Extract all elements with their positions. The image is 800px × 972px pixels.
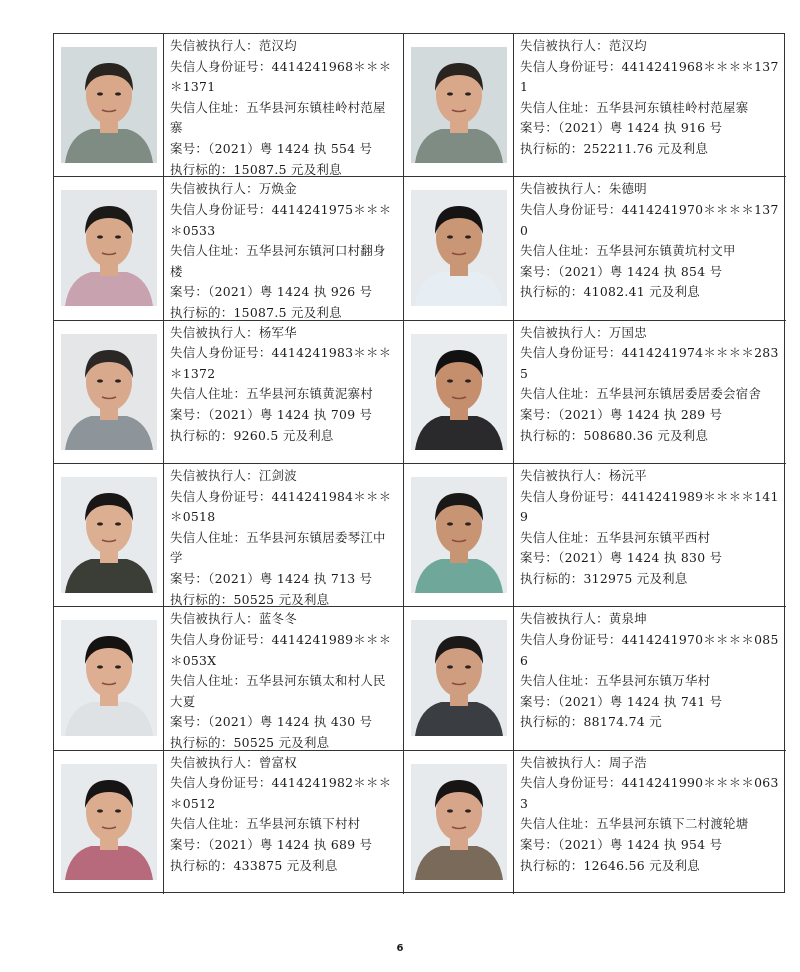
debtor-name [520, 466, 780, 487]
address-label: 失信人住址： [170, 243, 247, 259]
person-photo [411, 477, 507, 593]
address-label: 失信人住址： [170, 529, 247, 545]
address [170, 241, 397, 282]
case-number-label: 案号： [520, 407, 559, 423]
portrait-silhouette [411, 620, 507, 736]
record-cell [404, 177, 786, 320]
id-number-value: 4414241990＊＊＊＊0633 [520, 775, 779, 811]
execution-amount-label: 执行标的： [170, 734, 234, 750]
execution-amount [520, 426, 780, 447]
debtor-name [520, 323, 780, 344]
person-photo [411, 620, 507, 736]
record-cell [54, 751, 404, 894]
record-info [164, 34, 403, 176]
record-cell [404, 34, 786, 177]
id-number [170, 630, 397, 671]
id-number-value: 4414241975＊＊＊＊0533 [170, 201, 392, 238]
debtor-name-value: 万焕金 [258, 181, 297, 197]
debtor-name-label: 失信被执行人： [520, 324, 609, 340]
photo-frame [404, 464, 514, 606]
debtor-name-label: 失信被执行人： [520, 181, 609, 197]
case-number-label: 案号： [520, 550, 559, 566]
execution-amount [520, 712, 780, 733]
address-value: 五华县河东镇桂岭村范屋寨 [170, 99, 386, 136]
execution-amount [170, 733, 397, 750]
execution-amount-label: 执行标的： [520, 570, 584, 586]
record-info [514, 464, 786, 606]
record-info [164, 751, 403, 894]
person-photo [61, 764, 157, 880]
id-number-value: 4414241989＊＊＊＊1419 [520, 488, 779, 525]
case-number-value: （2021）粤 1424 执 854 号 [558, 263, 723, 279]
id-number-label: 失信人身份证号： [170, 345, 272, 361]
photo-frame [404, 34, 514, 176]
photo-frame [54, 321, 164, 463]
id-number [520, 57, 780, 98]
record-info [164, 464, 403, 606]
photo-frame [404, 321, 514, 463]
execution-amount [520, 856, 780, 877]
record-cell [404, 464, 786, 607]
id-number [520, 630, 780, 671]
id-number-value: 4414241974＊＊＊＊2835 [520, 345, 779, 381]
address-value: 五华县河东镇桂岭村范屋寨 [596, 99, 749, 115]
address-label: 失信人住址： [520, 816, 597, 832]
case-number-value: （2021）粤 1424 执 713 号 [208, 570, 373, 586]
case-number [170, 712, 397, 733]
case-number-label: 案号： [170, 714, 209, 730]
execution-amount-label: 执行标的： [520, 857, 584, 873]
id-number-label: 失信人身份证号： [520, 631, 622, 647]
debtor-name-value: 江剑波 [258, 467, 297, 483]
debtor-name-label: 失信被执行人： [520, 467, 609, 483]
debtor-name [520, 753, 780, 774]
record-info [164, 321, 403, 463]
address-value: 五华县河东镇下二村渡轮塘 [596, 816, 749, 832]
debtor-name-value: 杨军华 [258, 324, 297, 340]
id-number [520, 343, 780, 384]
record-info [514, 34, 786, 176]
portrait-silhouette [411, 477, 507, 593]
debtor-name [170, 179, 397, 200]
execution-amount-value: 15087.5 元及利息 [233, 161, 342, 177]
address-value: 五华县河东镇万华村 [596, 673, 711, 689]
debtor-name-value: 范汉均 [608, 38, 647, 53]
debtor-name-value: 万国忠 [608, 324, 647, 340]
debtor-name-value: 朱德明 [608, 181, 647, 197]
case-number-label: 案号： [170, 284, 209, 300]
id-number-label: 失信人身份证号： [520, 58, 622, 74]
record-cell [404, 607, 786, 750]
id-number-value: 4414241989＊＊＊＊053X [170, 631, 392, 668]
id-number [520, 773, 780, 814]
case-number [170, 139, 397, 160]
case-number [170, 835, 397, 856]
id-number-value: 4414241970＊＊＊＊1370 [520, 201, 779, 238]
record-info [164, 177, 403, 319]
portrait-silhouette [61, 334, 157, 450]
case-number [520, 405, 780, 426]
id-number-label: 失信人身份证号： [520, 201, 622, 217]
execution-amount-value: 508680.36 元及利息 [583, 427, 709, 443]
id-number-label: 失信人身份证号： [170, 58, 272, 74]
portrait-silhouette [411, 47, 507, 163]
debtor-name [520, 36, 780, 57]
execution-amount-label: 执行标的： [170, 304, 234, 320]
case-number [170, 282, 397, 303]
execution-amount-value: 9260.5 元及利息 [233, 427, 334, 443]
id-number-value: 4414241983＊＊＊＊1372 [170, 345, 392, 381]
debtor-name-label: 失信被执行人： [170, 467, 259, 483]
address-label: 失信人住址： [520, 386, 597, 402]
debtor-name-value: 周子浩 [608, 754, 647, 770]
photo-frame [54, 177, 164, 319]
id-number-value: 4414241968＊＊＊＊1371 [170, 58, 392, 95]
debtor-name [170, 466, 397, 487]
address [170, 814, 397, 835]
execution-amount [170, 856, 397, 877]
id-number [170, 343, 397, 384]
debtor-name-value: 杨沅平 [608, 467, 647, 483]
execution-amount [170, 160, 397, 177]
case-number-value: （2021）粤 1424 执 430 号 [208, 714, 373, 730]
execution-amount-label: 执行标的： [520, 284, 584, 300]
case-number-value: （2021）粤 1424 执 741 号 [558, 693, 723, 709]
execution-amount-value: 88174.74 元 [583, 714, 662, 730]
case-number [520, 548, 780, 569]
id-number [520, 487, 780, 528]
case-number-value: （2021）粤 1424 执 289 号 [558, 407, 723, 423]
debtor-name [520, 609, 780, 630]
address-label: 失信人住址： [170, 99, 247, 115]
photo-frame [404, 751, 514, 894]
case-number-label: 案号： [520, 263, 559, 279]
address [520, 98, 780, 119]
case-number-value: （2021）粤 1424 执 689 号 [208, 837, 373, 853]
debtor-name-label: 失信被执行人： [170, 38, 259, 53]
debtor-name [170, 36, 397, 57]
portrait-silhouette [411, 334, 507, 450]
execution-amount [170, 590, 397, 607]
address [520, 241, 780, 262]
execution-amount-value: 433875 元及利息 [233, 857, 338, 873]
case-number-label: 案号： [520, 837, 559, 853]
case-number-label: 案号： [170, 837, 209, 853]
id-number-label: 失信人身份证号： [170, 201, 272, 217]
record-cell [54, 34, 404, 177]
record-cell [54, 321, 404, 464]
execution-amount-label: 执行标的： [520, 714, 584, 730]
case-number-value: （2021）粤 1424 执 554 号 [208, 140, 373, 156]
id-number-value: 4414241970＊＊＊＊0856 [520, 631, 779, 668]
record-cell [404, 321, 786, 464]
id-number-label: 失信人身份证号： [170, 488, 272, 504]
address-value: 五华县河东镇居委琴江中学 [170, 529, 386, 566]
person-photo [61, 47, 157, 163]
id-number [520, 200, 780, 241]
execution-amount [170, 426, 397, 447]
case-number-value: （2021）粤 1424 执 709 号 [208, 407, 373, 423]
address-label: 失信人住址： [520, 99, 597, 115]
case-number [520, 262, 780, 283]
record-info [164, 607, 403, 749]
address-value: 五华县河东镇河口村翻身楼 [170, 243, 386, 279]
debtor-name [170, 323, 397, 344]
address-value: 五华县河东镇平西村 [596, 529, 711, 545]
execution-amount-value: 15087.5 元及利息 [233, 304, 342, 320]
case-number-value: （2021）粤 1424 执 830 号 [558, 550, 723, 566]
id-number-label: 失信人身份证号： [520, 345, 622, 361]
debtor-name-label: 失信被执行人： [520, 38, 609, 53]
execution-amount-value: 12646.56 元及利息 [583, 857, 700, 873]
id-number-label: 失信人身份证号： [520, 775, 622, 791]
portrait-silhouette [411, 190, 507, 306]
photo-frame [54, 464, 164, 606]
debtor-name-value: 曾富权 [258, 754, 297, 770]
address-label: 失信人住址： [520, 529, 597, 545]
case-number-value: （2021）粤 1424 执 926 号 [208, 284, 373, 300]
record-cell [54, 607, 404, 750]
photo-frame [54, 607, 164, 749]
debtor-name-label: 失信被执行人： [520, 754, 609, 770]
person-photo [411, 190, 507, 306]
id-number [170, 487, 397, 528]
id-number-value: 4414241984＊＊＊＊0518 [170, 488, 392, 525]
case-number-label: 案号： [520, 693, 559, 709]
address-value: 五华县河东镇下村村 [246, 816, 361, 832]
address [170, 671, 397, 712]
id-number-label: 失信人身份证号： [170, 775, 272, 791]
record-info [514, 177, 786, 319]
execution-amount-value: 50525 元及利息 [233, 591, 330, 607]
debtor-name-value: 范汉均 [258, 38, 297, 53]
execution-amount-label: 执行标的： [170, 427, 234, 443]
execution-amount-value: 41082.41 元及利息 [583, 284, 700, 300]
person-photo [411, 764, 507, 880]
debtor-name-label: 失信被执行人： [170, 181, 259, 197]
execution-amount-label: 执行标的： [520, 427, 584, 443]
record-info [514, 607, 786, 749]
id-number-value: 4414241968＊＊＊＊1371 [520, 58, 779, 95]
address [520, 671, 780, 692]
address-value: 五华县河东镇居委居委会宿舍 [596, 386, 762, 402]
case-number [520, 692, 780, 713]
execution-amount-label: 执行标的： [520, 140, 584, 156]
debtor-name-label: 失信被执行人： [520, 611, 609, 627]
address-value: 五华县河东镇黄泥寨村 [246, 386, 374, 402]
execution-amount [520, 282, 780, 303]
person-photo [411, 334, 507, 450]
address-value: 五华县河东镇黄坑村文甲 [596, 243, 736, 259]
execution-amount [520, 139, 780, 160]
case-number-label: 案号： [170, 407, 209, 423]
portrait-silhouette [61, 764, 157, 880]
id-number [170, 773, 397, 814]
debtor-name-label: 失信被执行人： [170, 611, 259, 627]
case-number [170, 569, 397, 590]
execution-amount-label: 执行标的： [170, 857, 234, 873]
debtor-name-value: 黄泉坤 [608, 611, 647, 627]
execution-amount-value: 252211.76 元及利息 [583, 140, 709, 156]
address [170, 384, 397, 405]
page-number: 6 [396, 943, 404, 954]
address [520, 814, 780, 835]
execution-amount-label: 执行标的： [170, 161, 234, 177]
photo-frame [404, 177, 514, 319]
address-label: 失信人住址： [170, 673, 247, 689]
case-number-label: 案号： [170, 140, 209, 156]
record-cell [54, 464, 404, 607]
address [170, 528, 397, 569]
address [520, 384, 780, 405]
portrait-silhouette [61, 47, 157, 163]
address [520, 528, 780, 549]
case-number-value: （2021）粤 1424 执 916 号 [558, 120, 723, 136]
case-number [170, 405, 397, 426]
debtor-name-label: 失信被执行人： [170, 324, 259, 340]
person-photo [61, 334, 157, 450]
person-photo [61, 190, 157, 306]
debtor-name [170, 753, 397, 774]
id-number-label: 失信人身份证号： [520, 488, 622, 504]
case-number [520, 118, 780, 139]
case-number [520, 835, 780, 856]
records-table [53, 33, 785, 893]
execution-amount [520, 569, 780, 590]
execution-amount-value: 312975 元及利息 [583, 570, 688, 586]
address [170, 98, 397, 139]
case-number-label: 案号： [170, 570, 209, 586]
case-number-value: （2021）粤 1424 执 954 号 [558, 837, 723, 853]
photo-frame [54, 34, 164, 176]
execution-amount [170, 303, 397, 320]
address-value: 五华县河东镇太和村人民大夏 [170, 673, 386, 709]
record-info [514, 751, 786, 894]
portrait-silhouette [61, 620, 157, 736]
debtor-name-value: 蓝冬冬 [258, 611, 297, 627]
address-label: 失信人住址： [170, 816, 247, 832]
portrait-silhouette [61, 190, 157, 306]
execution-amount-value: 50525 元及利息 [233, 734, 330, 750]
execution-amount-label: 执行标的： [170, 591, 234, 607]
record-cell [54, 177, 404, 320]
case-number-label: 案号： [520, 120, 559, 136]
portrait-silhouette [61, 477, 157, 593]
photo-frame [54, 751, 164, 894]
id-number [170, 57, 397, 98]
id-number [170, 200, 397, 241]
address-label: 失信人住址： [520, 673, 597, 689]
debtor-name-label: 失信被执行人： [170, 754, 259, 770]
debtor-name [170, 609, 397, 630]
address-label: 失信人住址： [520, 243, 597, 259]
id-number-label: 失信人身份证号： [170, 631, 272, 647]
person-photo [411, 47, 507, 163]
record-info [514, 321, 786, 463]
address-label: 失信人住址： [170, 386, 247, 402]
photo-frame [404, 607, 514, 749]
record-cell [404, 751, 786, 894]
person-photo [61, 620, 157, 736]
debtor-name [520, 179, 780, 200]
id-number-value: 4414241982＊＊＊＊0512 [170, 775, 392, 811]
portrait-silhouette [411, 764, 507, 880]
person-photo [61, 477, 157, 593]
